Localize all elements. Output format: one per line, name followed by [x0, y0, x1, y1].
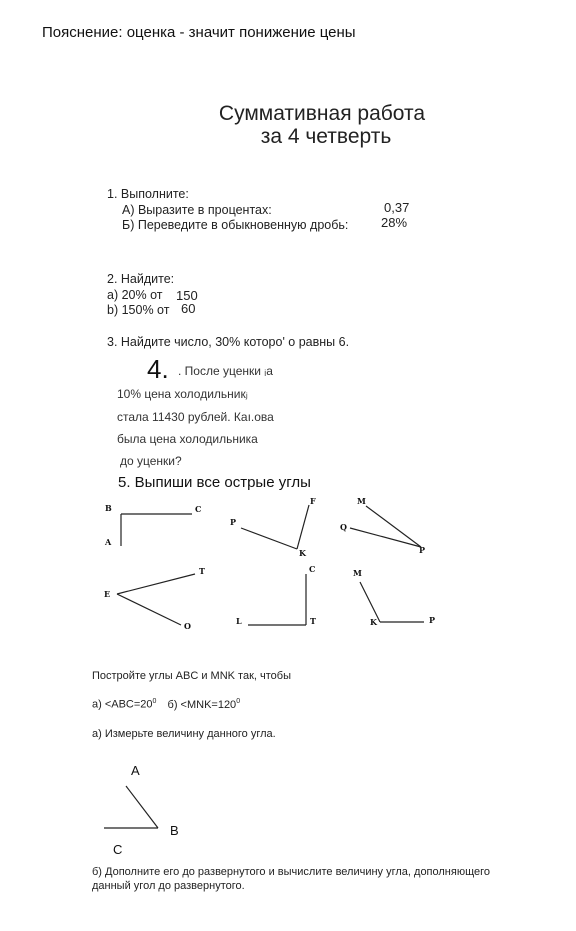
- angle2-label-f: F: [310, 496, 316, 506]
- angle1-label-c: C: [195, 504, 202, 514]
- q2-a-value: 150: [176, 288, 198, 303]
- angle1-label-b: B: [105, 503, 112, 513]
- abc-label-c: C: [113, 842, 123, 857]
- q4-line1: . После уценки ᵢa: [178, 364, 273, 378]
- q2-b-value: 60: [181, 301, 196, 316]
- angle1-label-a: A: [105, 537, 112, 547]
- q5-text: 5. Выпиши все острые углы: [118, 474, 311, 491]
- q1-a-text: А) Выразите в процентах:: [122, 203, 272, 217]
- q4-line5: до уценки?: [120, 454, 182, 468]
- q4-line3: стала 11430 рублей. Каı.ова: [117, 410, 274, 424]
- q4-number: 4.: [147, 354, 169, 384]
- degree-mark: 0: [152, 698, 157, 705]
- abc-label-a: A: [131, 763, 140, 778]
- angle5-label-t: T: [310, 616, 316, 626]
- worksheet-title: Суммативная работа: [218, 102, 426, 125]
- q2-heading: 2. Найдите:: [107, 272, 175, 286]
- supplement-line2: данный угол до развернутого.: [92, 880, 245, 892]
- angle4-label-t: T: [199, 566, 205, 576]
- q2-a-text: а) 20% от: [107, 288, 163, 302]
- angle6-label-p: P: [429, 615, 436, 625]
- degree-mark: 0: [236, 698, 241, 705]
- q4-line2: 10% цена холодильникⱼ: [117, 387, 248, 401]
- construct-instruction: Постройте углы ABC и MNK так, чтобы: [92, 670, 291, 682]
- angle3-label-q: Q: [340, 522, 347, 532]
- q2-b-text: b) 150% от: [107, 303, 170, 317]
- angle5-label-c: C: [309, 564, 316, 574]
- q1-b-text: Б) Переведите в обыкновенную дробь:: [122, 218, 349, 232]
- construct-abc: [92, 698, 240, 711]
- construct-abc-text: а) <ABC=20: [92, 698, 153, 711]
- angle3-label-m: M: [357, 496, 366, 506]
- angle6-label-k: K: [370, 617, 377, 627]
- q1-heading: 1. Выполните:: [107, 187, 189, 201]
- explanation-note: Пояснение: оценка - значит понижение цены: [42, 24, 356, 41]
- abc-label-b: B: [170, 823, 179, 838]
- angle3-label-p: P: [419, 545, 426, 555]
- angle5-label-l: L: [236, 616, 242, 626]
- angle2-label-k: K: [299, 548, 306, 558]
- angle4-label-o: O: [184, 621, 191, 631]
- measure-instruction: а) Измерьте величину данного угла.: [92, 728, 276, 740]
- angle4-label-e: E: [104, 589, 111, 599]
- angle6-label-m: M: [353, 568, 362, 578]
- angle2-label-p: P: [230, 517, 237, 527]
- q4-line4: была цена холодильника: [117, 432, 258, 446]
- supplement-line1: б) Дополните его до развернутого и вычислите величину угла, дополняющего: [92, 866, 491, 878]
- construct-mnk-text: б) <MNK=120: [167, 698, 237, 711]
- worksheet-subtitle: за 4 четверть: [260, 125, 392, 148]
- q3-text: 3. Найдите число, 30% которо' о равны 6.: [107, 335, 350, 349]
- q1-b-value: 28%: [381, 215, 408, 230]
- q1-a-value: 0,37: [384, 200, 410, 215]
